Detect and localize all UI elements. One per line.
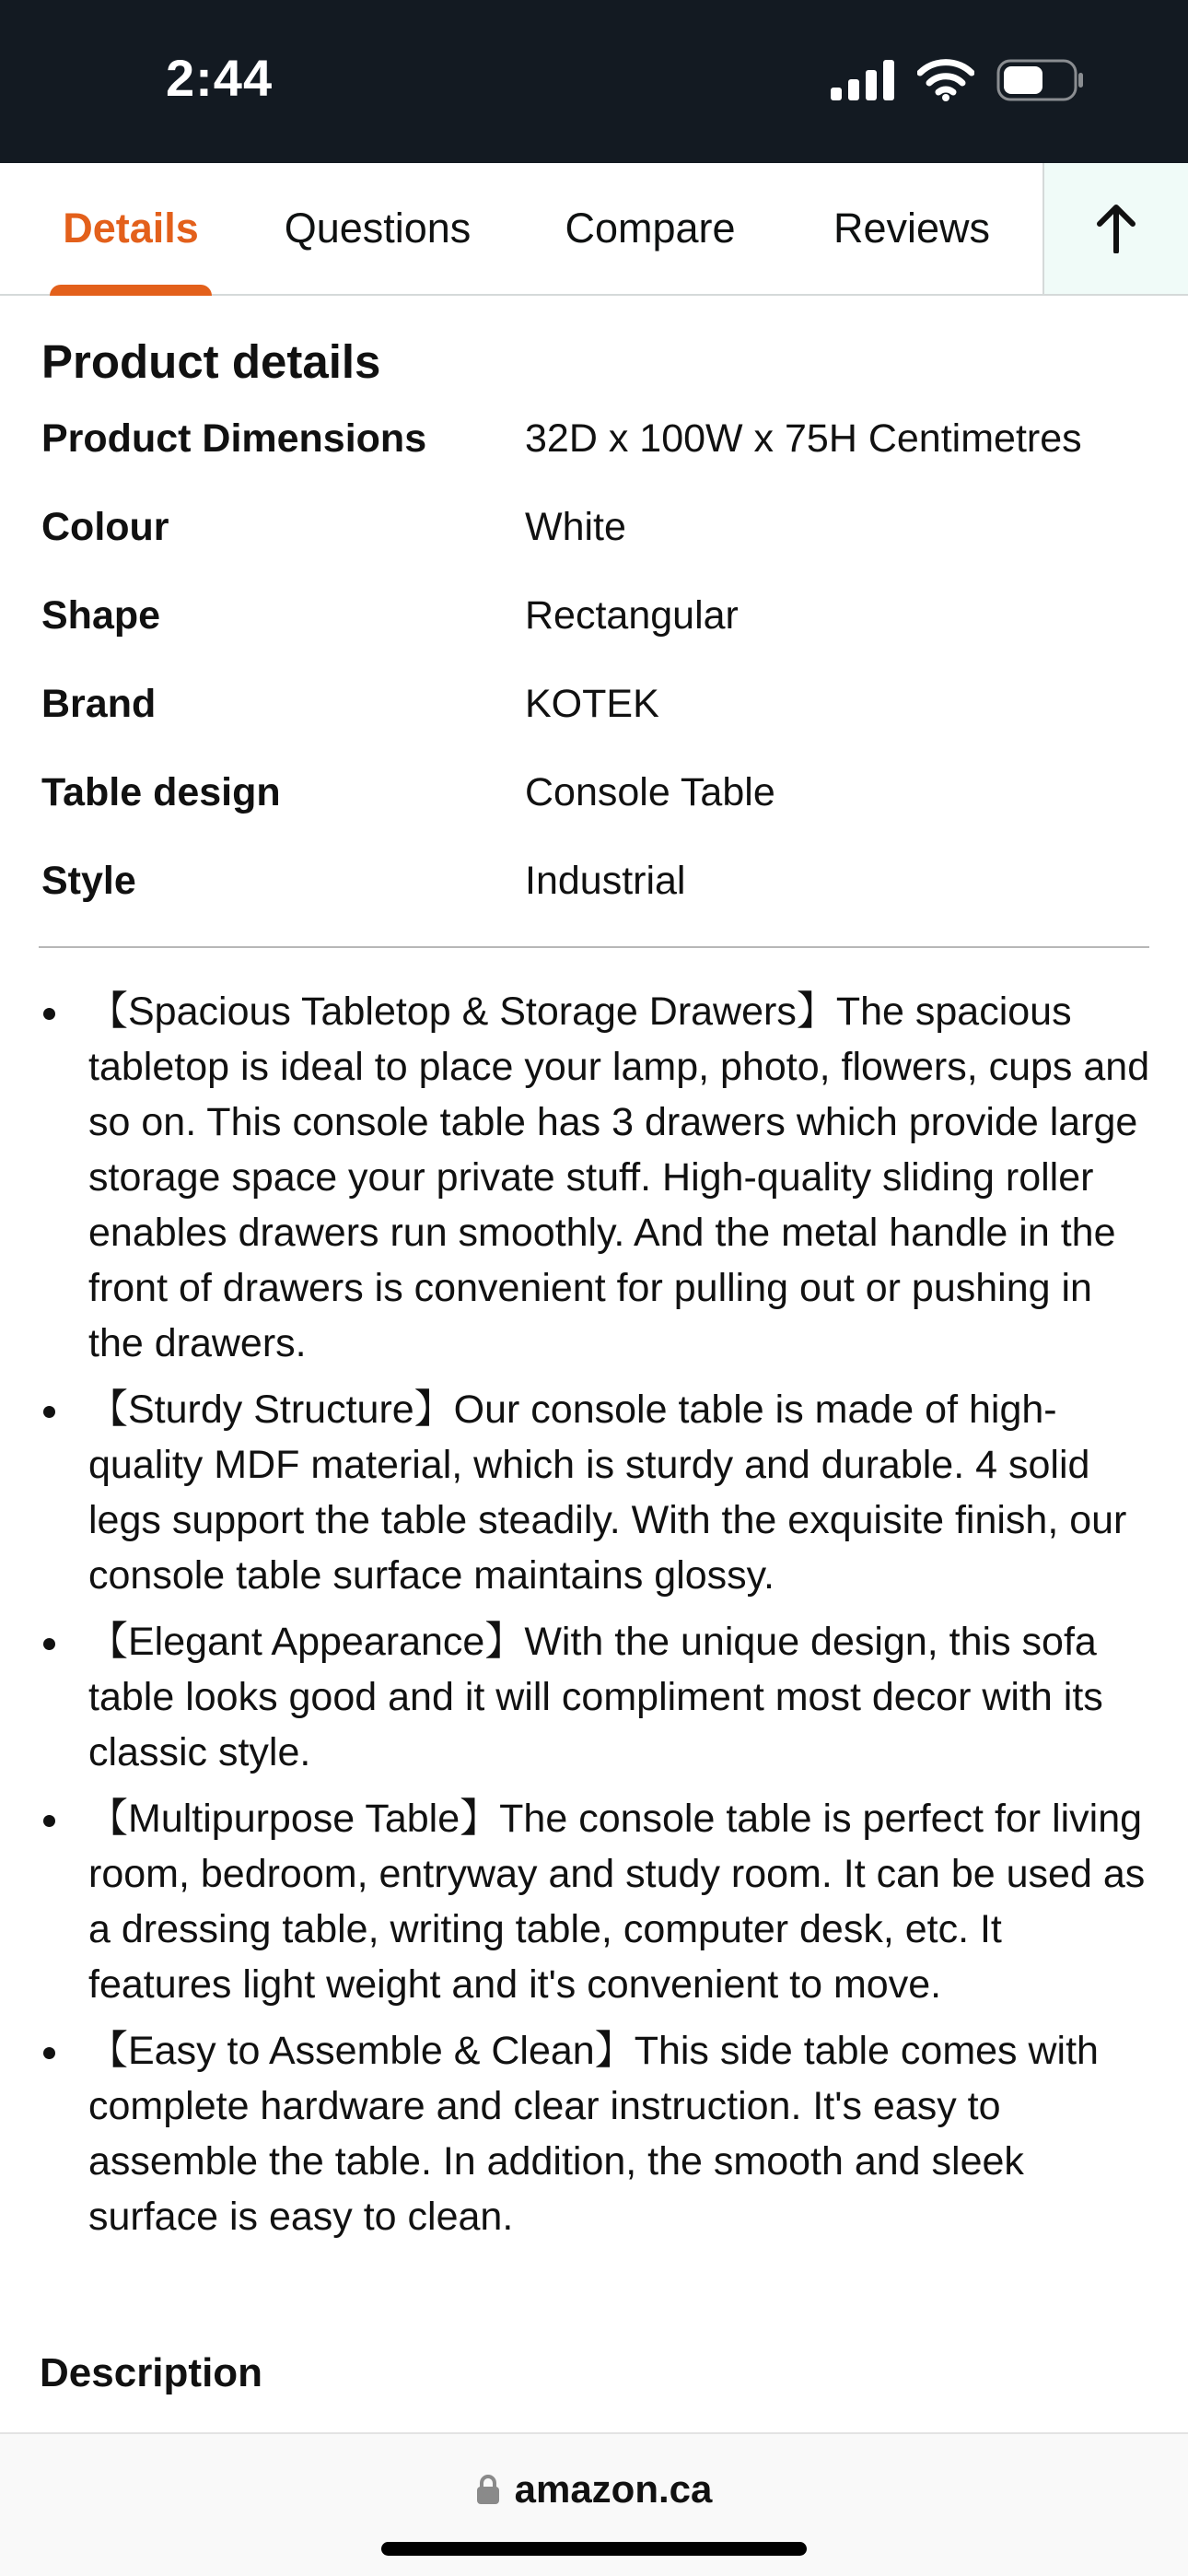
- feature-bullets: [39, 984, 1153, 2255]
- detail-row-style: [41, 849, 1147, 938]
- detail-value: KOTEK: [525, 682, 659, 726]
- tab-reviews[interactable]: Reviews: [833, 205, 991, 252]
- tab-details[interactable]: Details: [63, 205, 199, 252]
- product-details-title: Product details: [41, 335, 381, 388]
- feature-bullet: 【Easy to Assemble & Clean】This side table comes with complete hardware and clear instruction. It's easy to assemble the table. In addition, the smooth and sleek surface is easy to clean.: [39, 2023, 1153, 2244]
- scroll-to-top-button[interactable]: [1042, 163, 1188, 294]
- arrow-up-icon: [1095, 204, 1137, 253]
- cellular-signal-icon: [831, 60, 895, 100]
- detail-value: Console Table: [525, 770, 775, 814]
- feature-bullet: 【Sturdy Structure】Our console table is made of high-quality MDF material, which is sturdy and durable. 4 solid legs support the table steadily. With the exquisite finish, our console table surface maintains glossy.: [39, 1382, 1153, 1603]
- detail-key: Colour: [41, 505, 169, 549]
- section-tabs: [0, 163, 1188, 296]
- detail-key: Shape: [41, 593, 161, 638]
- detail-value: White: [525, 505, 626, 549]
- home-indicator[interactable]: [381, 2542, 807, 2556]
- url-display[interactable]: [0, 2467, 1188, 2512]
- detail-row-shape: [41, 584, 1147, 673]
- status-time: 2:44: [166, 49, 274, 107]
- detail-key: Brand: [41, 682, 157, 726]
- lock-icon: [476, 2474, 500, 2505]
- detail-key: Table design: [41, 770, 281, 814]
- detail-row-colour: [41, 496, 1147, 584]
- feature-bullet: 【Spacious Tabletop & Storage Drawers】The spacious tabletop is ideal to place your lamp, photo, flowers, cups and so on. This console table has 3 drawers which provide large storage space your private stuff. High-quality sliding roller enables drawers run smoothly. And the metal handle in the front of drawers is convenient for pulling out or pushing in the drawers.: [39, 984, 1153, 1371]
- tab-compare[interactable]: Compare: [565, 205, 736, 252]
- section-divider: [39, 946, 1149, 948]
- detail-row-brand: [41, 673, 1147, 761]
- detail-row-dimensions: [41, 407, 1147, 496]
- detail-value: 32D x 100W x 75H Centimetres: [525, 416, 1082, 461]
- status-bar: [0, 0, 1188, 163]
- product-details-table: [41, 407, 1147, 938]
- description-heading: Description: [40, 2350, 263, 2395]
- detail-key: Style: [41, 859, 136, 903]
- battery-icon: [996, 59, 1085, 101]
- detail-row-table-design: [41, 761, 1147, 849]
- active-tab-indicator: [50, 285, 212, 296]
- detail-key: Product Dimensions: [41, 416, 427, 461]
- feature-bullet: 【Multipurpose Table】The console table is perfect for living room, bedroom, entryway and study room. It can be used as a dressing table, writing table, computer desk, etc. It features light weight and it's convenient to move.: [39, 1791, 1153, 2012]
- feature-bullet: 【Elegant Appearance】With the unique design, this sofa table looks good and it will compliment most decor with its classic style.: [39, 1614, 1153, 1780]
- wifi-icon: [917, 59, 974, 101]
- detail-value: Rectangular: [525, 593, 739, 638]
- url-domain: amazon.ca: [514, 2467, 713, 2511]
- status-icons: [831, 57, 1085, 103]
- tab-questions[interactable]: Questions: [284, 205, 472, 252]
- detail-value: Industrial: [525, 859, 686, 903]
